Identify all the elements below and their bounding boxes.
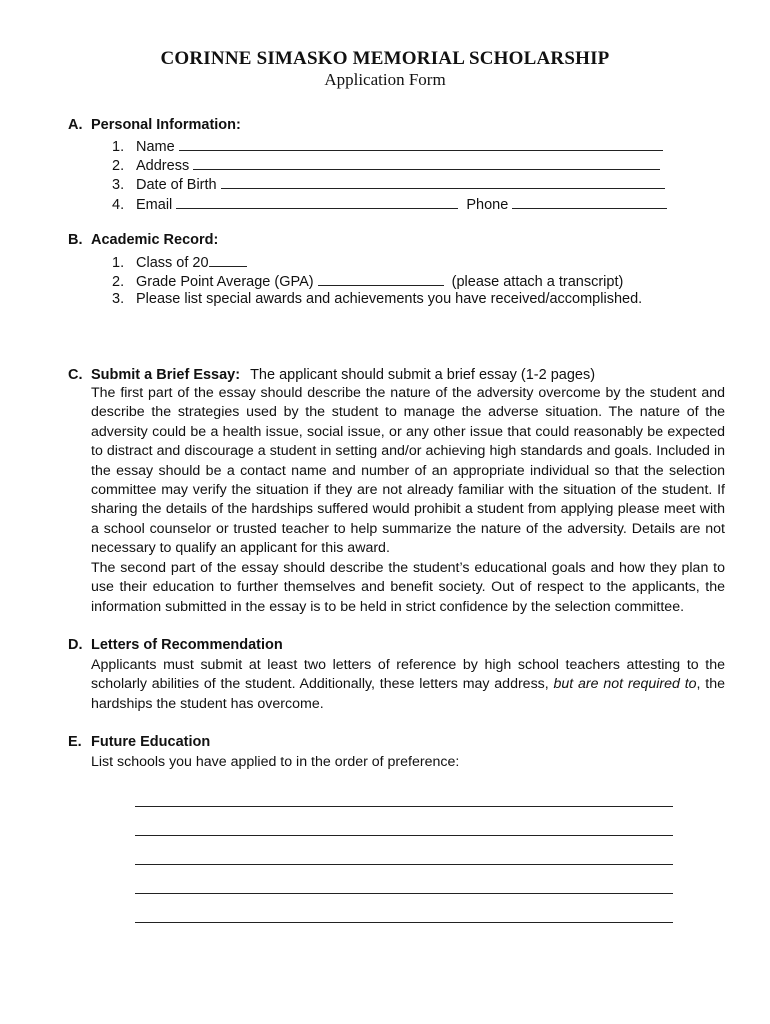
- phone-input-line[interactable]: [512, 194, 667, 209]
- recommendation-text-start: Applicants must submit at least two letters of reference by high school teachers attesting to the scholarly abilities of the student. Additionally, these letters may address,: [91, 657, 725, 693]
- email-label: Email: [136, 197, 173, 213]
- item-number: 3.: [112, 177, 125, 193]
- section-d-letter: D.: [68, 637, 83, 653]
- email-input-line[interactable]: [176, 194, 458, 209]
- section-e-heading: [68, 734, 210, 750]
- section-e-title: Future Education: [91, 734, 211, 750]
- school-choice-line-3[interactable]: [135, 864, 673, 865]
- name-input-line[interactable]: [179, 136, 663, 151]
- item-number: 1.: [112, 139, 125, 155]
- recommendation-text-end: , the hardships the student has overcome.: [91, 676, 725, 712]
- section-c-letter: C.: [68, 367, 83, 383]
- item-number: 1.: [112, 255, 125, 271]
- recommendation-text: [91, 656, 725, 714]
- class-year-input-line[interactable]: [209, 252, 247, 267]
- dob-field-row: [112, 174, 665, 193]
- gpa-label: Grade Point Average (GPA): [136, 274, 314, 290]
- name-field-row: [112, 136, 663, 155]
- section-e-letter: E.: [68, 734, 82, 750]
- form-title: CORINNE SIMASKO MEMORIAL SCHOLARSHIP: [160, 48, 610, 69]
- item-number: 2.: [112, 158, 125, 174]
- section-d-title: Letters of Recommendation: [91, 637, 283, 653]
- transcript-note: (please attach a transcript): [451, 274, 624, 290]
- class-of-label: Class of 20: [136, 255, 209, 271]
- item-number: 3.: [112, 291, 125, 307]
- awards-row: [112, 291, 642, 307]
- item-number: 2.: [112, 274, 125, 290]
- gpa-input-line[interactable]: [318, 271, 444, 286]
- section-a-letter: A.: [68, 117, 83, 133]
- future-education-text: List schools you have applied to in the order of preference:: [91, 754, 460, 770]
- dob-input-line[interactable]: [221, 174, 665, 189]
- dob-label: Date of Birth: [136, 177, 217, 193]
- email-phone-row: [112, 194, 667, 213]
- recommendation-text-italic: but are not required to: [553, 676, 697, 693]
- address-field-row: [112, 155, 660, 174]
- class-of-row: [112, 252, 247, 271]
- address-input-line[interactable]: [193, 155, 660, 170]
- section-a-heading: [68, 117, 241, 133]
- address-label: Address: [136, 158, 190, 174]
- future-education-instruction: [91, 753, 725, 772]
- form-subtitle: Application Form: [324, 70, 446, 89]
- section-a-title: Personal Information:: [91, 117, 241, 133]
- name-label: Name: [136, 139, 175, 155]
- essay-part-2-text: The second part of the essay should describe the student’s educational goals and how they plan to use their education to further themselves and benefit society. Out of respect to the applicants, the information submitted in the essay is to be held in strict confidence by the selection committee.: [91, 560, 725, 615]
- section-b-letter: B.: [68, 232, 83, 248]
- section-d-heading: [68, 637, 283, 653]
- awards-label: Please list special awards and achievements you have received/accomplished.: [136, 291, 643, 307]
- section-b-heading: [68, 232, 218, 248]
- section-c-title: Submit a Brief Essay:: [91, 367, 241, 383]
- phone-label: Phone: [466, 197, 509, 213]
- school-choice-line-5[interactable]: [135, 922, 673, 923]
- school-choice-line-4[interactable]: [135, 893, 673, 894]
- essay-lead-text: The applicant should submit a brief essay (1-2 pages): [250, 367, 596, 383]
- essay-part-1-text: The first part of the essay should describe the nature of the adversity overcome by the student and describe the strategies used by the student to manage the adverse situation. The nature of the adversity could be a health issue, social issue, or any other issue that could reasonably be expected to distract and discourage a student in setting and/or achieving high standards and goals. Included in the essay should be a contact name and number of an appropriate individual so that the selection committee may verify the situation if they are not already familiar with the situation of the student. If sharing the details of the hardships suffered would prohibit a student from applying please meet with a school counselor or trusted teacher to help summarize the nature of the adversity. Details are not necessary to qualify an applicant for this award.: [91, 385, 725, 557]
- school-choice-line-1[interactable]: [135, 806, 673, 807]
- item-number: 4.: [112, 197, 125, 213]
- essay-paragraph-1: [91, 384, 725, 559]
- recommendation-paragraph: [91, 656, 725, 714]
- essay-paragraph-2: [91, 559, 725, 617]
- gpa-row: [112, 271, 623, 290]
- section-b-title: Academic Record:: [91, 232, 219, 248]
- school-choice-line-2[interactable]: [135, 835, 673, 836]
- section-c-heading: [68, 367, 595, 383]
